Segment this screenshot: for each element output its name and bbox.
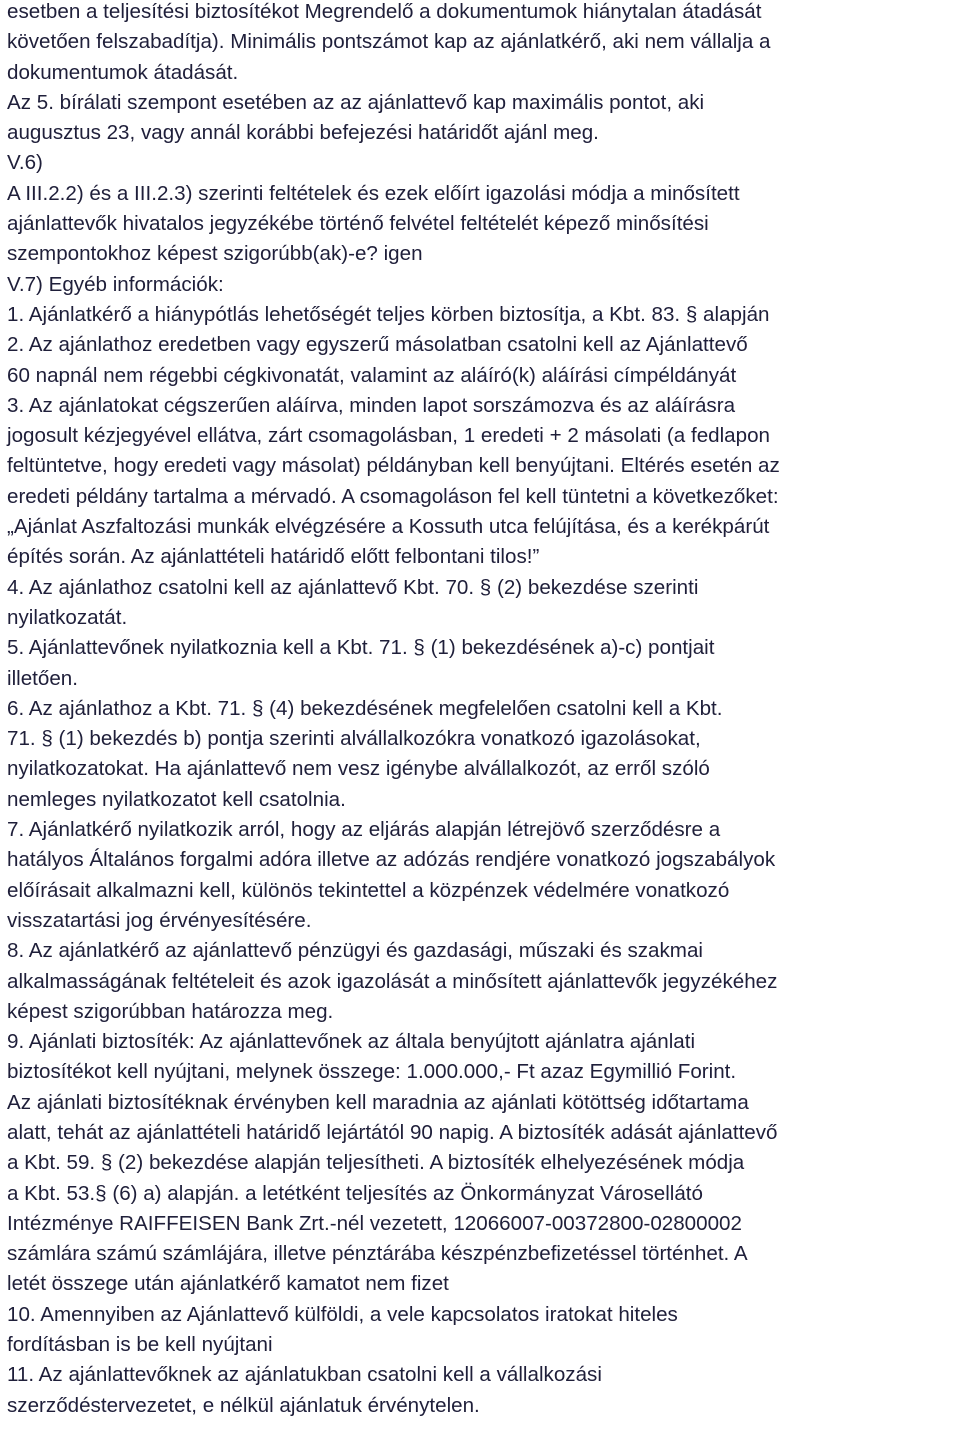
- text-line: Az ajánlati biztosítéknak érvényben kell maradnia az ajánlati kötöttség időtartama: [7, 1090, 749, 1114]
- text-line: letét összege után ajánlatkérő kamatot nem fizet: [7, 1272, 449, 1296]
- text-line: visszatartási jog érvényesítésére.: [7, 908, 312, 932]
- text-line: nemleges nyilatkozatot kell csatolnia.: [7, 787, 346, 811]
- text-line: 2. Az ajánlathoz eredetben vagy egyszerű másolatban csatolni kell az Ajánlattevő: [7, 333, 748, 357]
- text-line: illetően.: [7, 666, 78, 690]
- section-heading-v6: V.6): [7, 151, 43, 175]
- text-line: szempontokhoz képest szigorúbb(ak)-e? igen: [7, 242, 423, 266]
- text-line: előírásait alkalmazni kell, különös tekintettel a közpénzek védelmére vonatkozó: [7, 878, 730, 902]
- text-line: „Ajánlat Aszfaltozási munkák elvégzésére a Kossuth utca felújítása, és a kerékpárút: [7, 515, 770, 539]
- text-line: 8. Az ajánlatkérő az ajánlattevő pénzügyi és gazdasági, műszaki és szakmai: [7, 939, 703, 963]
- text-line: ajánlattevők hivatalos jegyzékébe történő felvétel feltételét képező minősítési: [7, 212, 709, 236]
- text-line: nyilatkozatokat. Ha ajánlattevő nem vesz igénybe alvállalkozót, az erről szóló: [7, 757, 710, 781]
- text-line: 10. Amennyiben az Ajánlattevő külföldi, a vele kapcsolatos iratokat hiteles: [7, 1302, 678, 1326]
- text-line: követően felszabadítja). Minimális pontszámot kap az ajánlatkérő, aki nem vállalja a: [7, 30, 771, 54]
- text-line: építés során. Az ajánlattételi határidő előtt felbontani tilos!”: [7, 545, 540, 569]
- text-line: 5. Ajánlattevőnek nyilatkoznia kell a Kbt. 71. § (1) bekezdésének a)-c) pontjait: [7, 636, 715, 660]
- text-line: szerződéstervezetet, e nélkül ajánlatuk érvénytelen.: [7, 1393, 480, 1417]
- text-line: alatt, tehát az ajánlattételi határidő lejártától 90 napig. A biztosíték adását ajánlattevő: [7, 1120, 778, 1144]
- text-line: 60 napnál nem régebbi cégkivonatát, valamint az aláíró(k) aláírási címpéldányát: [7, 363, 737, 387]
- text-line: A III.2.2) és a III.2.3) szerinti feltételek és ezek előírt igazolási módja a minősített: [7, 181, 740, 205]
- text-line: biztosítékot kell nyújtani, melynek összege: 1.000.000,- Ft azaz Egymillió Forint.: [7, 1060, 737, 1084]
- text-line: 11. Az ajánlattevőknek az ajánlatukban csatolni kell a vállalkozási: [7, 1363, 602, 1387]
- text-line: feltüntetve, hogy eredeti vagy másolat) példányban kell benyújtani. Eltérés esetén az: [7, 454, 780, 478]
- text-line: alkalmasságának feltételeit és azok igazolását a minősített ajánlattevők jegyzékéhez: [7, 969, 778, 993]
- text-line: dokumentumok átadását.: [7, 60, 239, 84]
- text-line: 71. § (1) bekezdés b) pontja szerinti alvállalkozókra vonatkozó igazolásokat,: [7, 727, 701, 751]
- text-line: 9. Ajánlati biztosíték: Az ajánlattevőnek az általa benyújtott ajánlatra ajánlati: [7, 1030, 696, 1054]
- text-line: 4. Az ajánlathoz csatolni kell az ajánlattevő Kbt. 70. § (2) bekezdése szerinti: [7, 575, 699, 599]
- text-line: képest szigorúbban határozza meg.: [7, 999, 334, 1023]
- text-line: fordításban is be kell nyújtani: [7, 1333, 273, 1357]
- text-line: Intézménye RAIFFEISEN Bank Zrt.-nél vezetett, 12066007-00372800-02800002: [7, 1211, 742, 1235]
- text-line: a Kbt. 59. § (2) bekezdése alapján teljesítheti. A biztosíték elhelyezésének módja: [7, 1151, 745, 1175]
- text-line: eredeti példány tartalma a mérvadó. A csomagoláson fel kell tüntetni a következőket:: [7, 484, 779, 508]
- text-line: 1. Ajánlatkérő a hiánypótlás lehetőségét teljes körben biztosítja, a Kbt. 83. § alapján: [7, 302, 770, 326]
- text-line: 3. Az ajánlatokat cégszerűen aláírva, minden lapot sorszámozva és az aláírásra: [7, 393, 736, 417]
- text-line: augusztus 23, vagy annál korábbi befejezési határidőt ajánl meg.: [7, 121, 599, 145]
- section-heading-v7: V.7) Egyéb információk:: [7, 272, 224, 296]
- text-line: 6. Az ajánlathoz a Kbt. 71. § (4) bekezdésének megfelelően csatolni kell a Kbt.: [7, 696, 723, 720]
- text-line: a Kbt. 53.§ (6) a) alapján. a letétként teljesítés az Önkormányzat Városellátó: [7, 1181, 703, 1205]
- text-line: nyilatkozatát.: [7, 605, 128, 629]
- text-line: jogosult kézjegyével ellátva, zárt csomagolásban, 1 eredeti + 2 másolati (a fedlapon: [7, 424, 770, 448]
- text-line: Az 5. bírálati szempont esetében az az ajánlattevő kap maximális pontot, aki: [7, 90, 705, 114]
- text-line: esetben a teljesítési biztosítékot Megrendelő a dokumentumok hiánytalan átadását: [7, 0, 762, 23]
- text-line: hatályos Általános forgalmi adóra illetve az adózás rendjére vonatkozó jogszabályok: [7, 848, 776, 872]
- text-line: számlára számú számlájára, illetve pénztárába készpénzbefizetéssel történhet. A: [7, 1242, 748, 1266]
- text-line: 7. Ajánlatkérő nyilatkozik arról, hogy az eljárás alapján létrejövő szerződésre a: [7, 818, 721, 842]
